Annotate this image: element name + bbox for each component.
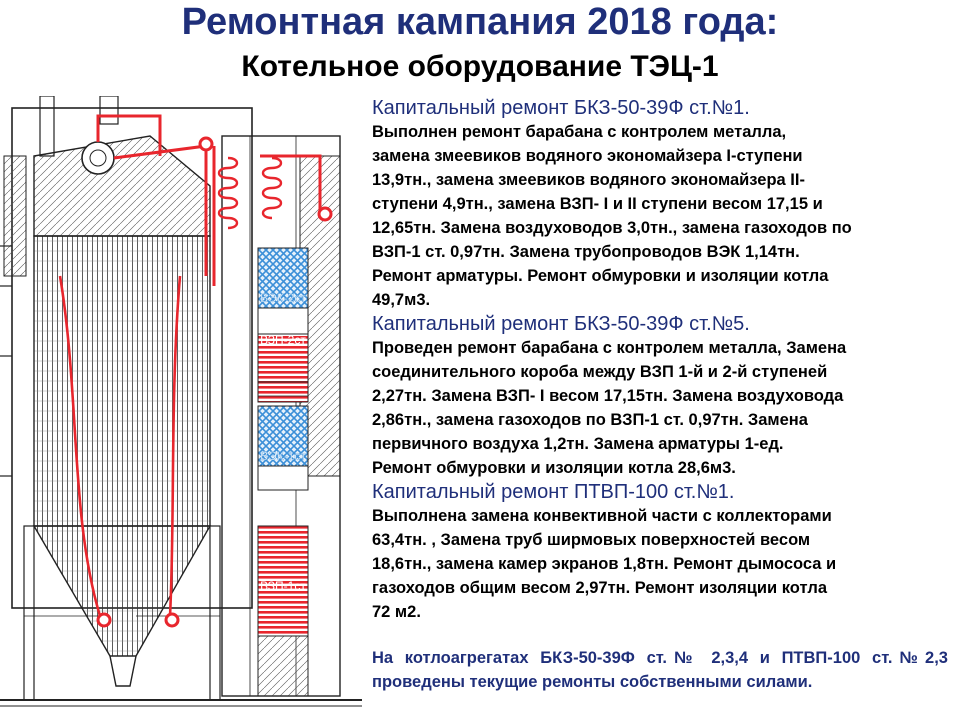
slide-title: Ремонтная кампания 2018 года: (181, 1, 779, 43)
section-title: Капитальный ремонт ПТВП-100 ст.№1. (372, 481, 735, 503)
label-vek2: ВЭК-2ст (260, 291, 306, 305)
section-line: первичного воздуха 1,2тн. Замена арматуры 1-ед. (372, 435, 784, 453)
section-title: Капитальный ремонт БКЗ-50-39Ф ст.№1. (372, 97, 750, 119)
section-line: Проведен ремонт барабана с контролем металла, Замена (372, 339, 847, 357)
section-line: 72 м2. (372, 603, 421, 621)
section-body (372, 336, 952, 480)
slide-subtitle: Котельное оборудование ТЭЦ-1 (241, 50, 719, 83)
boiler-diagram (0, 96, 362, 720)
section-line: Выполнен ремонт барабана с контролем металла, (372, 123, 787, 141)
section-title: Капитальный ремонт БКЗ-50-39Ф ст.№5. (372, 313, 750, 335)
section-line: замена змеевиков водяного экономайзера I-ступени (372, 147, 803, 165)
label-vek1: ВЭК-1ст (260, 449, 306, 463)
footer-note: На котлоагрегатах БКЗ-50-39Ф ст.№ 2,3,4 и ПТВП-100 ст.№2,3 проведены текущие ремонты собственными силами. (372, 649, 948, 691)
section-body (372, 120, 952, 312)
section-line: газоходов общим весом 2,97тн. Ремонт изоляции котла (372, 579, 827, 597)
label-vzp2: ВЗП-2ст (260, 333, 306, 347)
section-line: 13,9тн., замена змеевиков водяного экономайзера II- (372, 171, 805, 189)
section-line: ступени 4,9тн., замена ВЗП- I и II ступени весом 17,15 и (372, 195, 823, 213)
section-line: 63,4тн. , Замена труб ширмовых поверхностей весом (372, 531, 811, 549)
section-2 (372, 312, 952, 480)
section-line: 18,6тн., замена камер экранов 1,8тн. Ремонт дымососа и (372, 555, 837, 573)
section-line: 12,65тн. Замена воздуховодов 3,0тн., замена газоходов по (372, 219, 852, 237)
section-line: Выполнена замена конвективной части с коллекторами (372, 507, 832, 525)
section-line: соединительного короба между ВЗП 1-й и 2-й ступеней (372, 363, 828, 381)
section-3 (372, 480, 952, 624)
section-1 (372, 96, 952, 312)
section-body (372, 504, 952, 624)
section-line: 49,7м3. (372, 291, 431, 309)
boiler-drawing (0, 96, 362, 720)
label-vzp1: ВЗП-1ст (260, 579, 306, 593)
section-line: Ремонт обмуровки и изоляции котла 28,6м3. (372, 459, 736, 477)
section-line: 2,27тн. Замена ВЗП- I весом 17,15тн. Замена воздуховода (372, 387, 844, 405)
text-column (372, 96, 952, 624)
section-line: 2,86тн., замена газоходов по ВЗП-1 ст. 0,97тн. Замена (372, 411, 808, 429)
section-line: Ремонт арматуры. Ремонт обмуровки и изоляции котла (372, 267, 829, 285)
section-line: ВЗП-1 ст. 0,97тн. Замена трубопроводов ВЭК 1,14тн. (372, 243, 800, 261)
